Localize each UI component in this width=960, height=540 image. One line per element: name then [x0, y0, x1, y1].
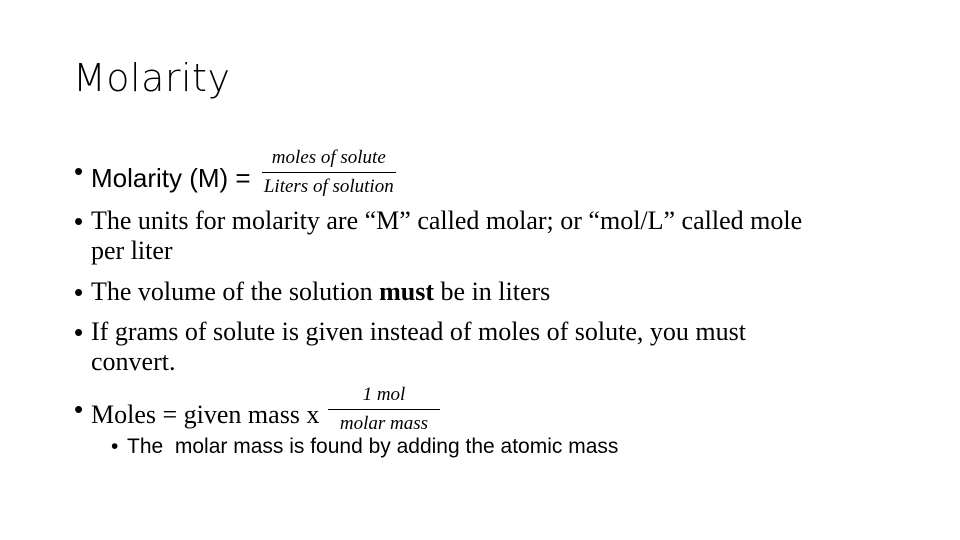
volume-text-after: be in liters: [434, 277, 551, 306]
bullet-text-line1: The units for molarity are “M” called molar; or “mol/L” called mole: [91, 206, 803, 235]
bullet-text-line1: If grams of solute is given instead of moles of solute, you must: [91, 317, 746, 346]
molarity-fraction: [262, 147, 396, 198]
bullet-dot: •: [74, 206, 84, 236]
fraction-numerator: 1 mol: [328, 384, 440, 410]
volume-text-before: The volume of the solution: [91, 277, 380, 306]
slide-title: Molarity: [73, 56, 231, 100]
sub-bullet-text: The molar mass is found by adding the atomic mass: [127, 435, 619, 458]
volume-emphasis: must: [379, 277, 435, 306]
bullet-text: [91, 147, 396, 198]
bullet-text: [91, 384, 440, 435]
bullet-dot: •: [74, 156, 84, 186]
bullet-text-line2: per liter: [91, 236, 173, 265]
bullet-dot: •: [74, 394, 84, 424]
moles-fraction: [328, 384, 440, 435]
fraction-denominator: molar mass: [339, 413, 429, 434]
fraction-denominator: Liters of solution: [263, 176, 394, 197]
bullet-text-line2: convert.: [91, 347, 176, 376]
bullet-dot: •: [74, 317, 84, 347]
bullet-dot: •: [74, 277, 84, 307]
moles-prefix: Moles = given mass x: [91, 400, 326, 430]
molarity-prefix: Molarity (M) =: [91, 163, 258, 194]
fraction-numerator: moles of solute: [262, 147, 396, 173]
sub-bullet-dot: •: [111, 435, 119, 458]
bullet-text: [91, 277, 550, 307]
